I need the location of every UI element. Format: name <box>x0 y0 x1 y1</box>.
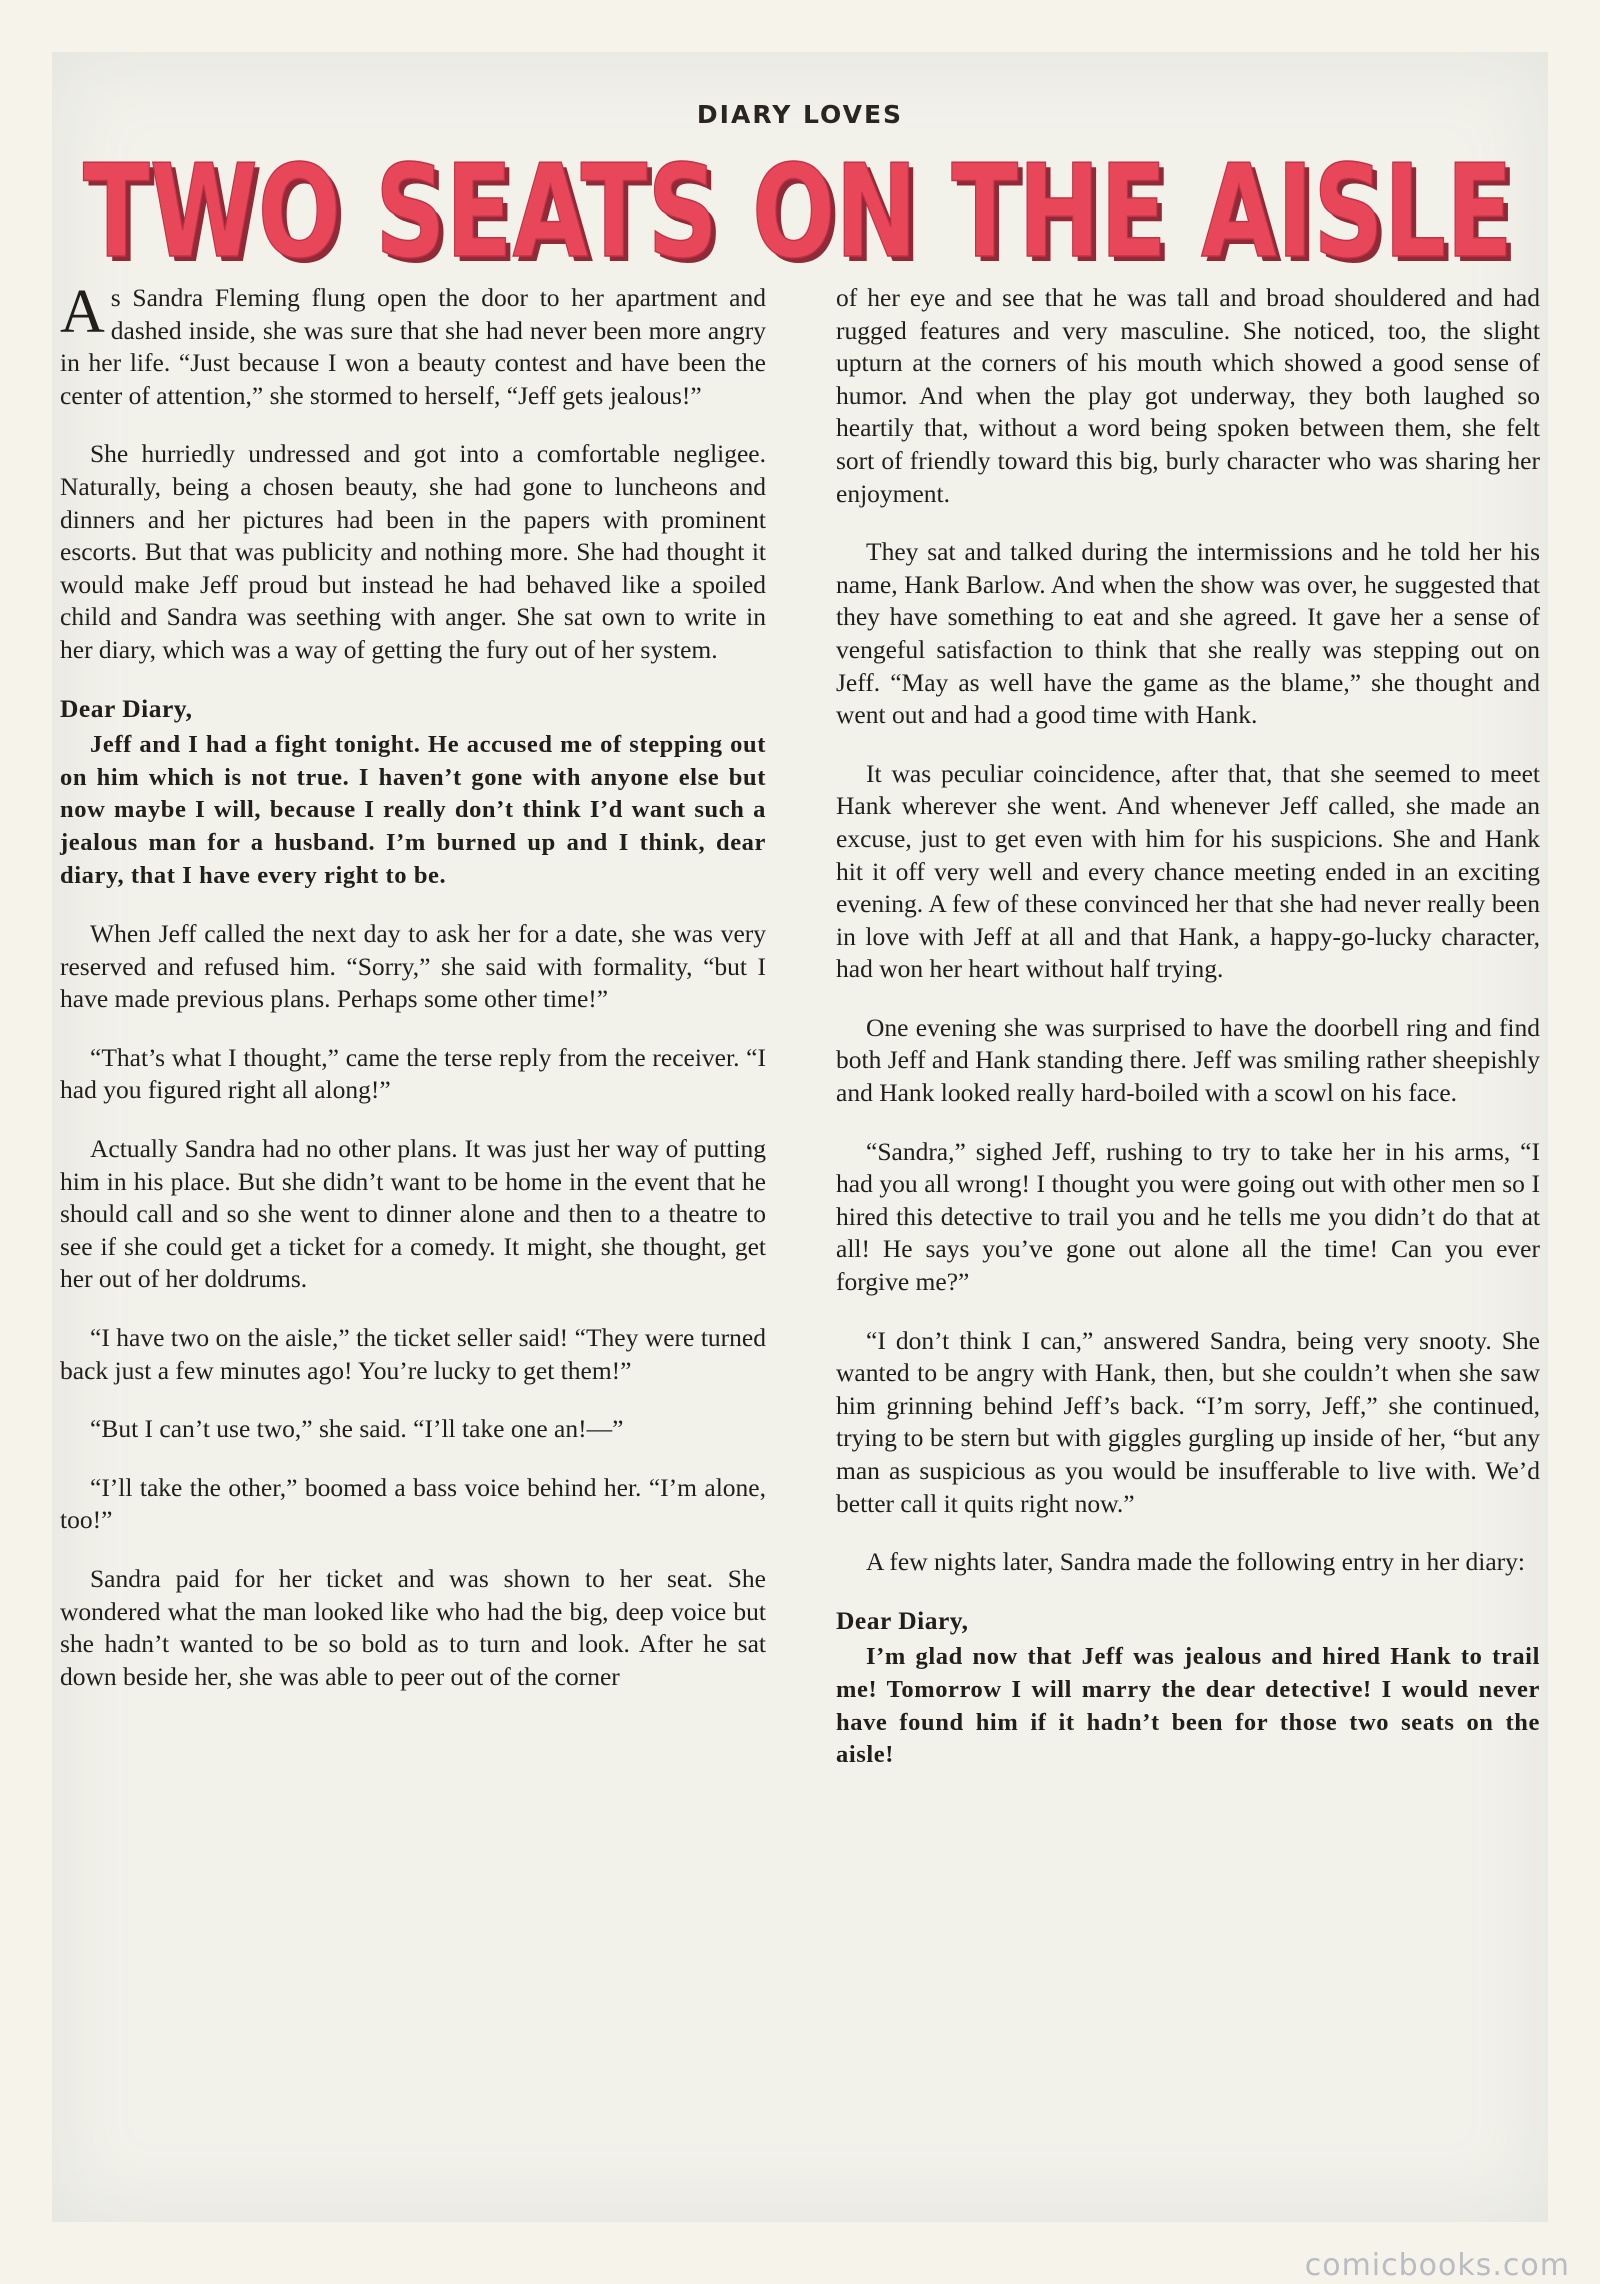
paragraph: “Sandra,” sighed Jeff, rushing to try to take her in his arms, “I had you all wrong! I thought you were going out with other men so I hired this detective to trail you and he tells me you didn’t do that at all! He says you’ve gone out alone all the time! Can you ever forgive me?” <box>836 1136 1540 1297</box>
story-title-text: TWO SEATS ON THE AISLE <box>83 140 1513 280</box>
paragraph: “That’s what I thought,” came the terse reply from the receiver. “I had you figured right all along!” <box>60 1042 766 1105</box>
story-title-shadow: TWO SEATS ON THE AISLE <box>88 143 1518 280</box>
magazine-header: DIARY LOVES <box>696 100 904 129</box>
diary-heading: Dear Diary, <box>60 693 193 723</box>
paragraph: When Jeff called the next day to ask her for a date, she was very reserved and refused him. “Sorry,” she said with formality, “but I have made previous plans. Perhaps some other time!” <box>60 919 766 1014</box>
right-column <box>836 282 1540 1798</box>
paragraph: As Sandra Fleming flung open the door to her apartment and dashed inside, she was sure that she had never been more angry in her life. “Just because I won a beauty contest and have been the center of attention,” she stormed to herself, “Jeff gets jealous!” <box>60 278 766 410</box>
diary-heading: Dear Diary, <box>836 1605 969 1635</box>
watermark: comicbooks.com <box>1304 2248 1570 2283</box>
paragraph: “I’ll take the other,” boomed a bass voice behind her. “I’m alone, too!” <box>60 1472 766 1535</box>
story-title <box>40 140 1560 280</box>
diary-entry: Jeff and I had a fight tonight. He accused me of stepping out on him which is not true. I haven’t gone with anyone else but now maybe I will, because I really don’t think I’d want such a jealous man for a husband. I’m burned up and I think, dear diary, that I have every right to be. <box>60 731 766 889</box>
paragraph: They sat and talked during the intermissions and he told her his name, Hank Barlow. And when the show was over, he suggested that they have something to eat and she agreed. It gave her a sense of vengeful satisfaction to think that she really was stepping out on Jeff. “May as well have the game as the blame,” she thought and went out and had a good time with Hank. <box>836 537 1540 730</box>
paragraph: of her eye and see that he was tall and broad shouldered and had rugged features and very masculine. She noticed, too, the slight upturn at the corners of his mouth which showed a good sense of humor. And when the play got underway, they both laughed so heartily that, without a word being spoken between them, she felt sort of friendly toward this big, burly character who was sharing her enjoyment. <box>836 283 1540 508</box>
diary-entry: I’m glad now that Jeff was jealous and hired Hank to trail me! Tomorrow I will marry the dear detective! I would never have found him if it hadn’t been for those two seats on the aisle! <box>836 1643 1540 1769</box>
paragraph: A few nights later, Sandra made the following entry in her diary: <box>866 1547 1525 1577</box>
paragraph: Actually Sandra had no other plans. It was just her way of putting him in his place. But she didn’t want to be home in the event that he should call and so she went to dinner alone and then to a theatre to see if she could get a ticket for a comedy. It might, she thought, get her out of her doldrums. <box>60 1134 766 1294</box>
paragraph: Sandra paid for her ticket and was shown to her seat. She wondered what the man looked like who had the big, deep voice but she hadn’t wanted to be so bold as to turn and look. After he sat down beside her, she was able to peer out of the corner <box>60 1564 766 1691</box>
paragraph: “I don’t think I can,” answered Sandra, being very snooty. She wanted to be angry with Hank, then, but she couldn’t when she saw him grinning behind Jeff’s back. “I’m sorry, Jeff,” she continued, trying to be stern but with giggles gurgling up inside of her, “but any man as suspicious as you would be insufferable to live with. We’d better call it quits right now.” <box>836 1325 1540 1518</box>
paragraph: One evening she was surprised to have the doorbell ring and find both Jeff and Hank standing there. Jeff was smiling rather sheepishly and Hank looked really hard-boiled with a scowl on his face. <box>836 1012 1540 1108</box>
paragraph: It was peculiar coincidence, after that, that she seemed to meet Hank wherever she went. And whenever Jeff called, she made an excuse, just to get even with him for his suspicions. She and Hank hit it off very well and every chance meeting ended in an exciting evening. A few of these convinced her that she had never really been in love with Jeff at all and that Hank, a happy-go-lucky character, had won her heart without half trying. <box>836 758 1540 984</box>
paragraph: “I have two on the aisle,” the ticket seller said! “They were turned back just a few minutes ago! You’re lucky to get them!” <box>60 1323 766 1385</box>
paragraph: “But I can’t use two,” she said. “I’ll take one an!—” <box>90 1414 624 1444</box>
paragraph: She hurriedly undressed and got into a comfortable negligee. Naturally, being a chosen beauty, she had gone to luncheons and dinners and her pictures had been in the papers with prominent escorts. But that was publicity and nothing more. She had thought it would make Jeff proud but instead he had behaved like a spoiled child and Sandra was seething with anger. She sat own to write in her diary, which was a way of getting the fury out of her system. <box>60 439 766 664</box>
left-column <box>60 278 766 1719</box>
